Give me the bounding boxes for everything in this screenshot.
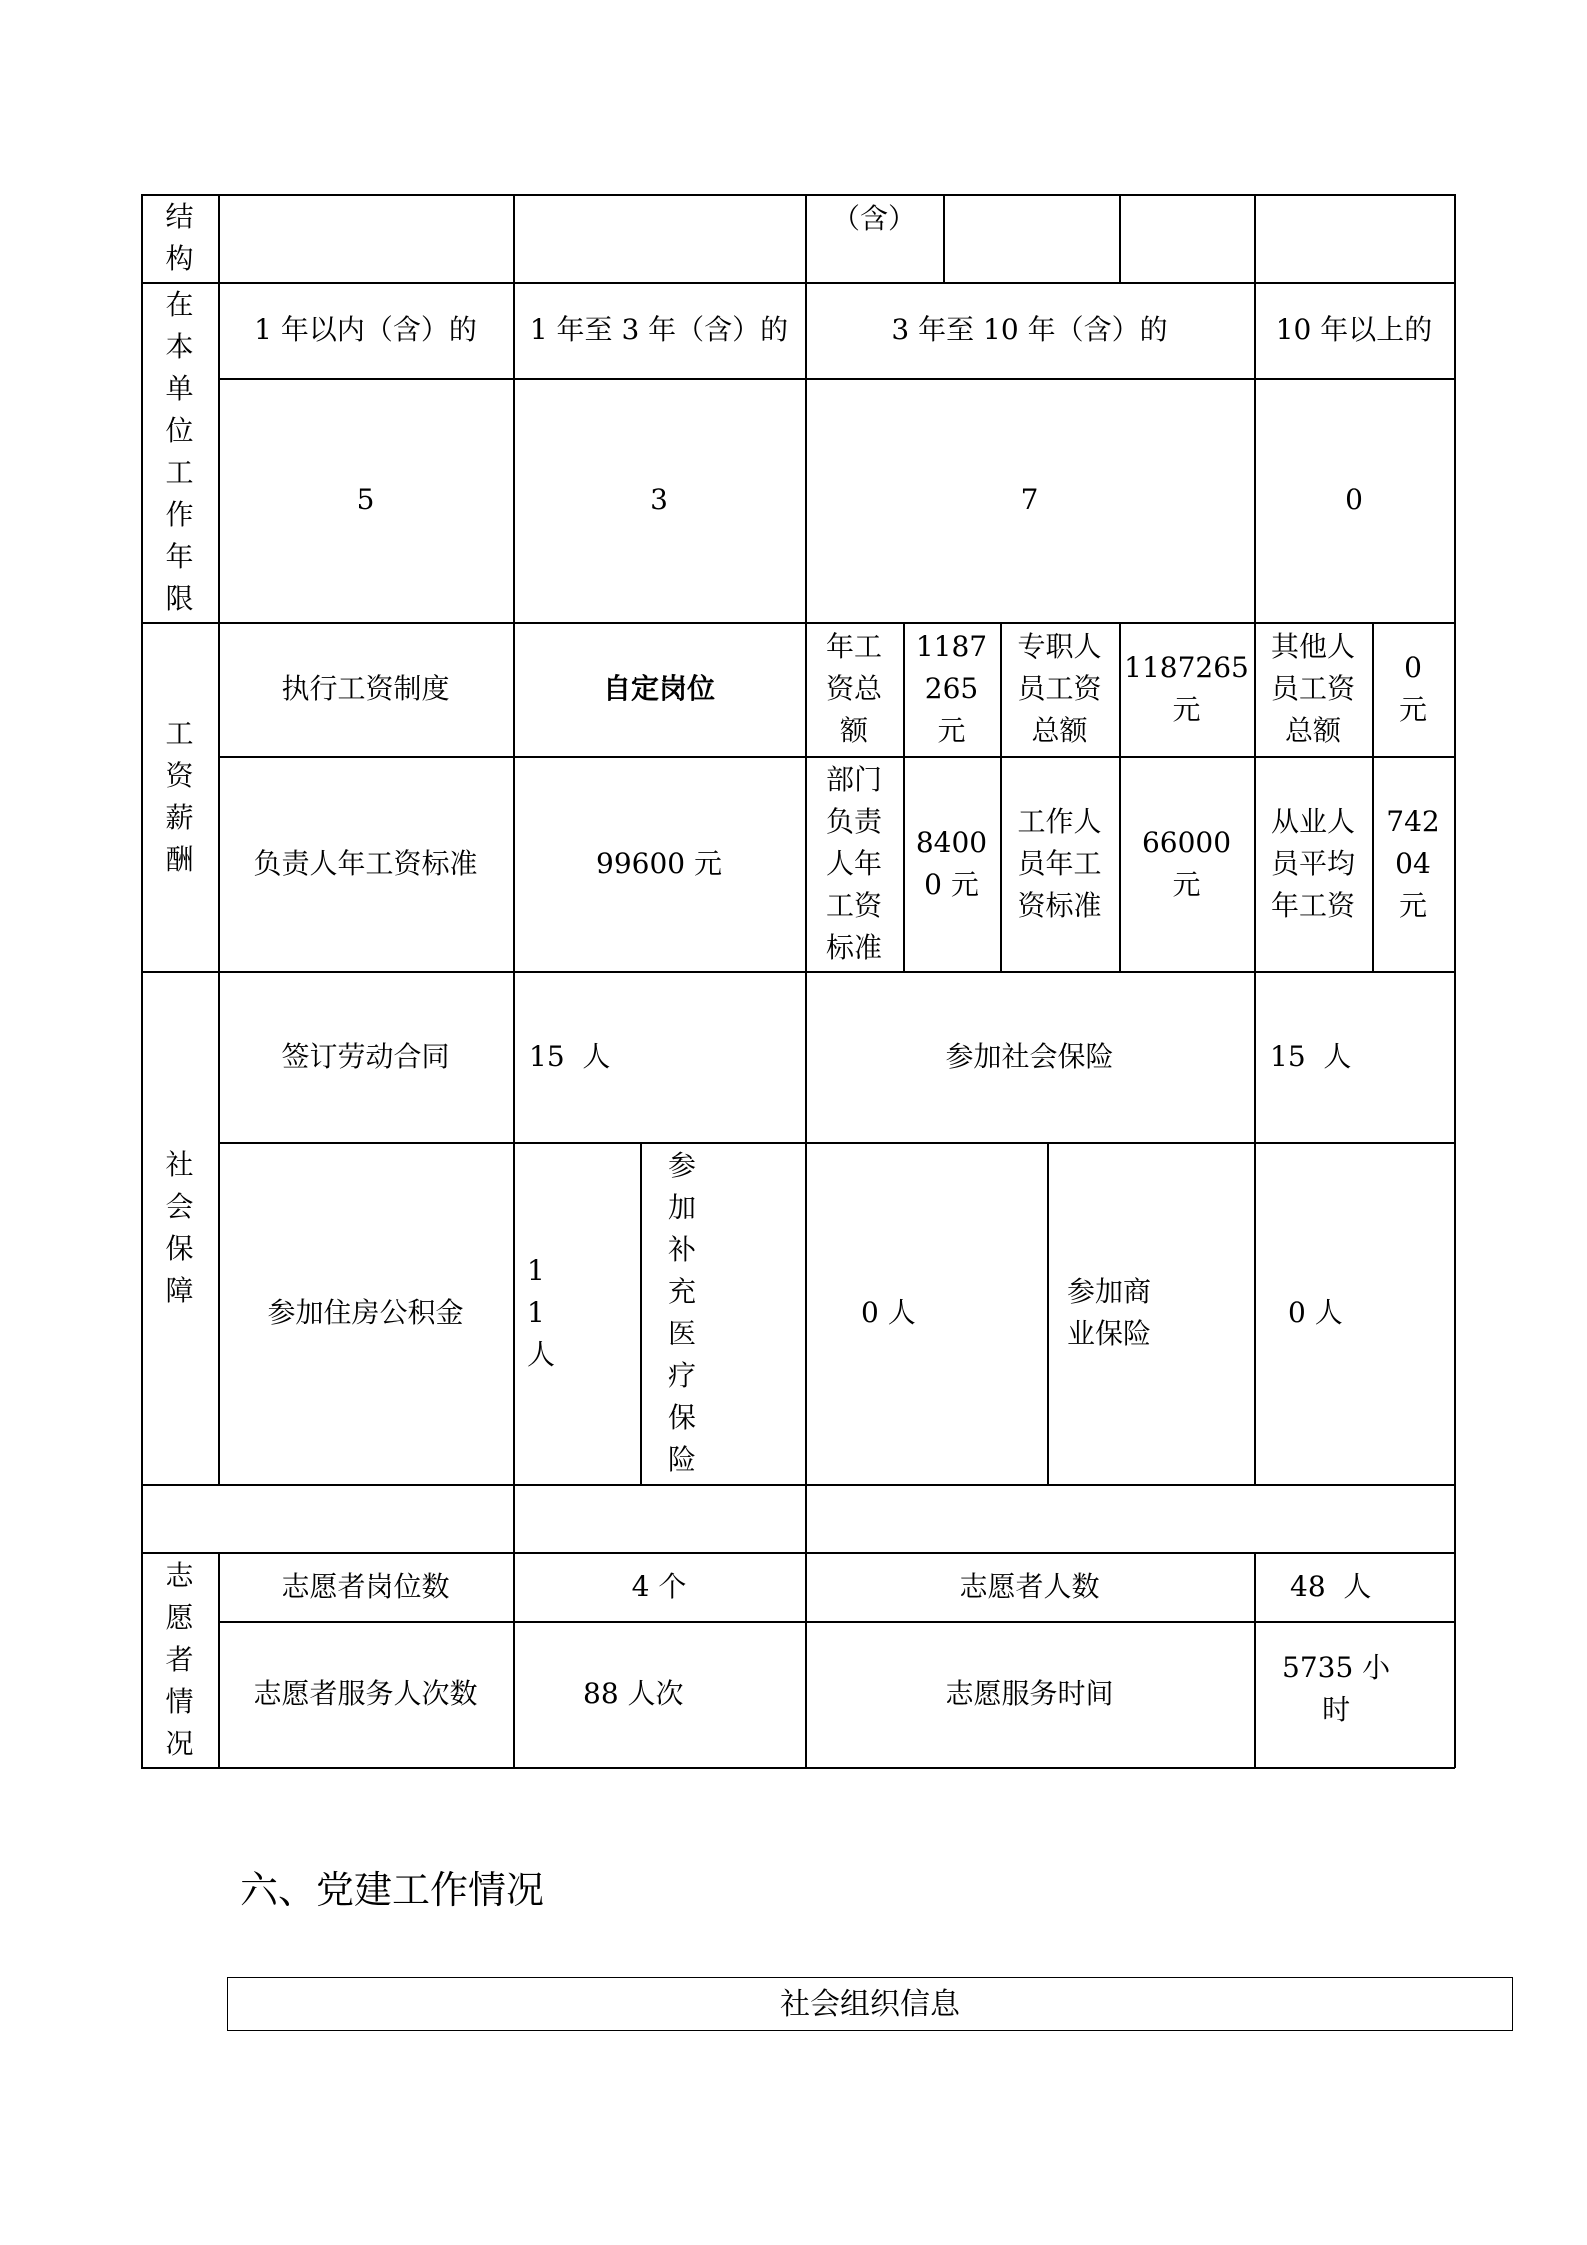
worker-salary-value: 66000 元 <box>1141 825 1232 901</box>
tenure-header-1: 1 年以内（含）的 <box>254 313 477 346</box>
volunteer-count-value: 48 人 <box>1290 1569 1372 1603</box>
supplementary-medical-value: 0 人 <box>861 1296 916 1329</box>
head-salary-label: 负责人年工资标准 <box>253 846 478 880</box>
commercial-insurance-label: 参加商 业保险 <box>1067 1275 1152 1350</box>
volunteer-posts-value: 4 个 <box>631 1569 687 1603</box>
tenure-value-2: 3 <box>650 483 668 516</box>
volunteer-count-label: 志愿者人数 <box>959 1569 1100 1603</box>
fulltime-total-value: 1187265 元 <box>1124 651 1249 726</box>
section-heading: 六、党建工作情况 <box>240 1868 545 1912</box>
supplementary-medical-label: 参 加 补 充 医 疗 保 险 <box>668 1149 697 1476</box>
volunteer-posts-label: 志愿者岗位数 <box>281 1569 450 1603</box>
tenure-label: 在 本 单 位 工 作 年 限 <box>165 288 194 615</box>
avg-salary-value: 742 04 元 <box>1386 804 1440 922</box>
dept-head-salary-value: 8400 0 元 <box>915 825 988 901</box>
org-info-title: 社会组织信息 <box>227 1977 1513 2031</box>
avg-salary-label: 从业人 员平均 年工资 <box>1270 804 1355 922</box>
dept-head-salary-label: 部门 负责 人年 工资 标准 <box>825 762 882 964</box>
housing-fund-label: 参加住房公积金 <box>267 1296 464 1329</box>
tenure-value-3: 7 <box>1020 483 1039 516</box>
housing-fund-value: 1 1 人 <box>527 1254 556 1371</box>
social-security-label: 社 会 保 障 <box>165 1147 194 1307</box>
tenure-value-1: 5 <box>356 483 375 516</box>
volunteer-label: 志 愿 者 情 况 <box>165 1558 194 1760</box>
salary-label: 工 资 薪 酬 <box>165 716 194 876</box>
tenure-header-2: 1 年至 3 年（含）的 <box>529 313 789 346</box>
empty-row <box>141 1484 1454 1552</box>
volunteer-visits-label: 志愿者服务人次数 <box>253 1677 478 1710</box>
labor-contract-label: 签订劳动合同 <box>281 1039 450 1073</box>
volunteer-time-label: 志愿服务时间 <box>945 1677 1114 1710</box>
wage-system-value: 自定岗位 <box>602 672 715 705</box>
structure-label: 结 构 <box>165 200 194 275</box>
other-total-label: 其他人 员工资 总额 <box>1270 630 1355 747</box>
annual-total-value: 1187 265 元 <box>915 630 988 747</box>
volunteer-visits-value: 88 人次 <box>583 1677 684 1710</box>
other-total-value: 0 元 <box>1398 651 1427 726</box>
tenure-value-4: 0 <box>1345 483 1363 516</box>
volunteer-time-value: 5735 小 时 <box>1282 1651 1391 1726</box>
annual-total-label: 年工 资总 额 <box>825 630 882 747</box>
fulltime-total-label: 专职人 员工资 总额 <box>1017 630 1102 747</box>
social-insurance-value: 15 人 <box>1270 1039 1352 1073</box>
structure-col3-partial: （含） <box>831 202 916 235</box>
worker-salary-label: 工作人 员年工 资标准 <box>1017 804 1102 922</box>
social-insurance-label: 参加社会保险 <box>945 1039 1114 1073</box>
wage-system-label: 执行工资制度 <box>281 672 450 705</box>
tenure-header-3: 3 年至 10 年（含）的 <box>891 313 1168 346</box>
tenure-header-4: 10 年以上的 <box>1275 313 1433 346</box>
head-salary-value: 99600 元 <box>596 846 722 880</box>
commercial-insurance-value: 0 人 <box>1288 1296 1343 1329</box>
labor-contract-value: 15 人 <box>529 1039 611 1073</box>
